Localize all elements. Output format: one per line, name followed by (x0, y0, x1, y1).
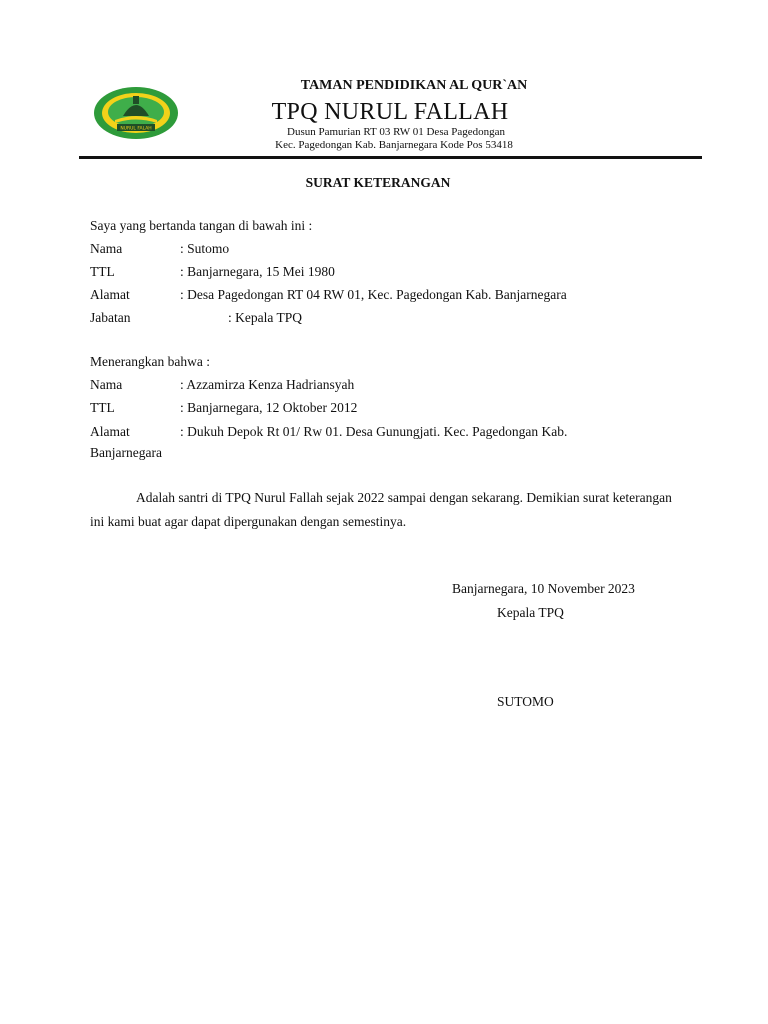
signer-name-label: Nama (90, 241, 123, 256)
student-ttl-label: TTL (90, 400, 115, 415)
signer-ttl-value: : Banjarnegara, 15 Mei 1980 (180, 264, 335, 279)
signer-address-label: Alamat (90, 287, 130, 302)
letterhead-divider (79, 156, 702, 159)
student-name-value: : Azzamirza Kenza Hadriansyah (180, 377, 355, 392)
signature-name: SUTOMO (497, 694, 554, 709)
address-line-2: Kec. Pagedongan Kab. Banjarnegara Kode Pos 53418 (275, 139, 513, 151)
student-address-continued: Banjarnegara (90, 445, 162, 460)
address-line-1: Dusun Pamurian RT 03 RW 01 Desa Pagedongan (287, 126, 505, 138)
logo-text: NURUL FALAH (120, 126, 152, 132)
signature-place-date: Banjarnegara, 10 November 2023 (452, 581, 635, 596)
signer-ttl-label: TTL (90, 264, 115, 279)
intro-text: Saya yang bertanda tangan di bawah ini : (90, 218, 313, 233)
student-address-label: Alamat (90, 424, 130, 439)
signer-position-value: : Kepala TPQ (228, 310, 302, 325)
document-title: SURAT KETERANGAN (305, 175, 451, 190)
student-address-value: : Dukuh Depok Rt 01/ Rw 01. Desa Gunungjati. Kec. Pagedongan Kab. (180, 424, 568, 439)
student-name-label: Nama (90, 377, 123, 392)
signer-name-value: : Sutomo (180, 241, 230, 256)
signature-position: Kepala TPQ (497, 605, 564, 620)
statement-intro: Menerangkan bahwa : (90, 354, 210, 369)
signer-position-label: Jabatan (90, 310, 131, 325)
signer-address-value: : Desa Pagedongan RT 04 RW 01, Kec. Pagedongan Kab. Banjarnegara (180, 287, 567, 302)
org-name: TPQ NURUL FALLAH (271, 99, 509, 125)
statement-paragraph: Adalah santri di TPQ Nurul Fallah sejak 2022 sampai dengan sekarang. Demikian surat keterangan ini kami buat agar dapat dipergunakan dengan semestinya. (90, 490, 672, 529)
student-ttl-value: : Banjarnegara, 12 Oktober 2012 (180, 400, 358, 415)
org-type: TAMAN PENDIDIKAN AL QUR`AN (300, 78, 528, 93)
